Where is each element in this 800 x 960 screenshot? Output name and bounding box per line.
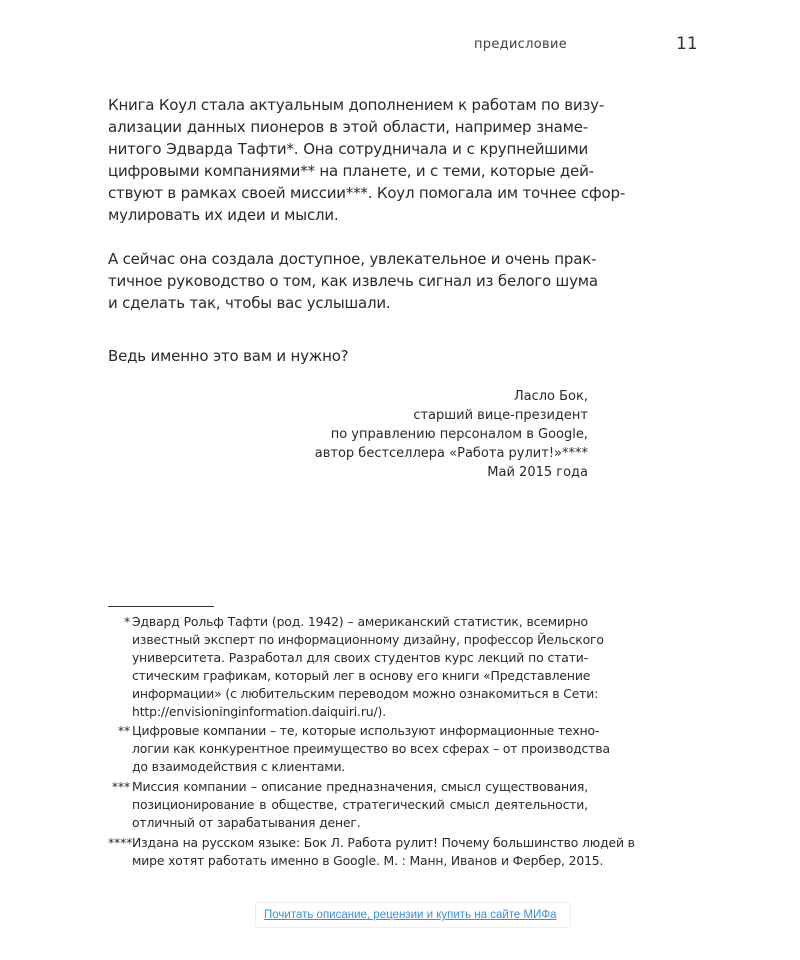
- text-line: Ведь именно это вам и нужно?: [108, 347, 349, 365]
- text-line: Миссия компании – описание предназначения, смысл существования,: [132, 779, 588, 794]
- text-line: стическим графикам, который лег в основу его книги «Представление: [132, 668, 591, 683]
- text-line: и сделать так, чтобы вас услышали.: [108, 294, 391, 312]
- text-line: Цифровые компании – те, которые используют информационные техно-: [132, 723, 600, 738]
- footnote-3: [108, 778, 588, 832]
- footnote-mark: ***: [111, 779, 130, 794]
- text-line: ствуют в рамках своей миссии***. Коул помогала им точнее сфор-: [108, 184, 626, 202]
- text-line: Книга Коул стала актуальным дополнением к работам по визу-: [108, 96, 605, 114]
- text-line: мулировать их идеи и мысли.: [108, 206, 339, 224]
- signature-line: старший вице-президент: [413, 408, 588, 423]
- paragraph-2: [108, 248, 598, 314]
- text-line: Издана на русском языке: Бок Л. Работа рулит! Почему большинство людей в: [132, 835, 635, 850]
- buy-on-mif-link[interactable]: Почитать описание, рецензии и купить на сайте МИФа: [255, 902, 571, 928]
- text-line: позиционирование в обществе, стратегический смысл деятельности,: [132, 797, 588, 812]
- signature-name: Ласло Бок,: [513, 389, 588, 404]
- footnote-4: [108, 834, 635, 870]
- text-line: отличный от зарабатывания денег.: [132, 815, 361, 830]
- text-line: логии как конкурентное преимущество во всех сферах – от производства: [132, 741, 610, 756]
- footnote-mark: **: [117, 723, 130, 738]
- signature-block: [300, 387, 588, 482]
- text-line: Эдвард Рольф Тафти (род. 1942) – американский статистик, всемирно: [132, 614, 588, 629]
- text-line: тичное руководство о том, как извлечь сигнал из белого шума: [108, 272, 598, 290]
- paragraph-1: [108, 94, 626, 226]
- text-line: информации» (с любительским переводом можно ознакомиться в Сети:: [132, 686, 599, 701]
- footnote-mark: ****: [108, 835, 133, 850]
- footnote-1: [108, 613, 604, 721]
- signature-line: по управлению персоналом в Google,: [330, 427, 588, 442]
- text-line: известный эксперт по информационному дизайну, профессор Йельского: [132, 632, 604, 647]
- text-line: нитого Эдварда Тафти*. Она сотрудничала и с крупнейшими: [108, 140, 588, 158]
- text-line: ализации данных пионеров в этой области, например знаме-: [108, 118, 588, 136]
- text-line: мире хотят работать именно в Google. М. : Манн, Иванов и Фербер, 2015.: [132, 853, 604, 868]
- text-line: университета. Разработал для своих студентов курс лекций по стати-: [132, 650, 588, 665]
- paragraph-3: [108, 345, 588, 367]
- text-line: до взаимодействия с клиентами.: [132, 759, 346, 774]
- running-header: предисловие: [474, 37, 568, 52]
- signature-line: автор бестселлера «Работа рулит!»****: [314, 446, 588, 461]
- text-line: А сейчас она создала доступное, увлекательное и очень прак-: [108, 250, 597, 268]
- footnote-mark: *: [123, 614, 130, 629]
- signature-date: Май 2015 года: [487, 465, 588, 480]
- text-line: цифровыми компаниями** на планете, и с теми, которые дей-: [108, 162, 594, 180]
- page-number: 11: [676, 34, 698, 54]
- text-line: http://envisioninginformation.daiquiri.ru/).: [132, 704, 386, 719]
- footnote-divider: [108, 606, 214, 607]
- footnote-2: [108, 722, 610, 776]
